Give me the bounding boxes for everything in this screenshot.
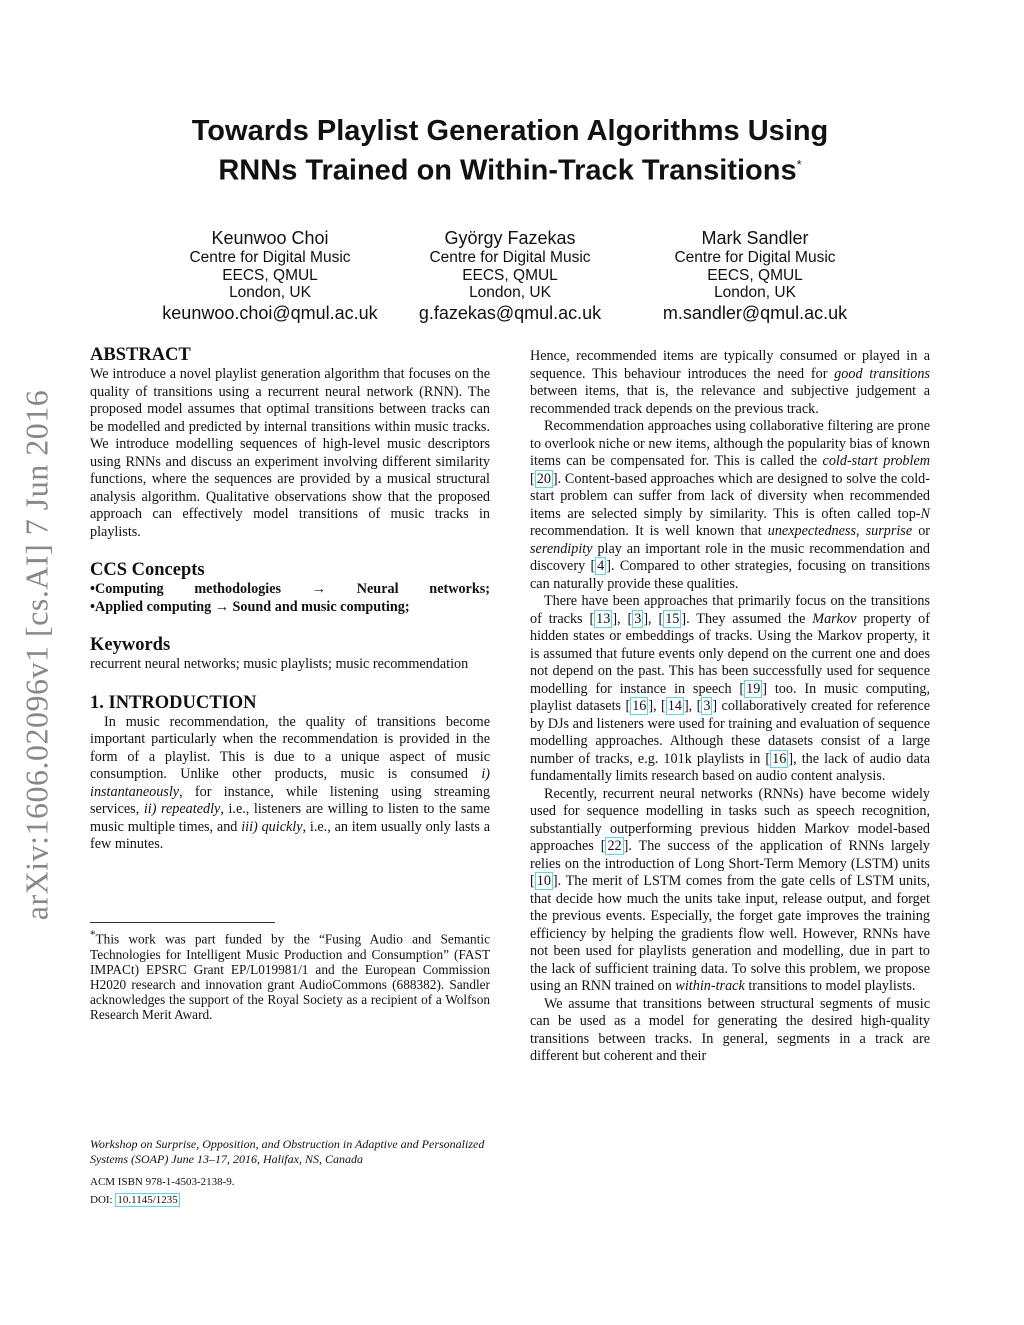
paragraph-3: There have been approaches that primarily focus on the transitions of tracks [ 13 ], [ 3 ], [ 15 ]. They assumed the Markov property of hidden states or embeddings of tracks. Using the Markov property, it is assumed that future events only depend on the current one and does not depend on the past. This has been successfully used for sequence modelling for instance in speech [ 19 ] too. In music computing, playlist datasets [ 16 ], [ 14 ], [ 3 ] collaboratively created for reference by DJs and listeners were used for training and evaluation of sequence modelling approaches. Although these datasets consist of a large number of tracks, e.g. 101k playlists in [ 16 ], the lack of audio data fundamentally limits research based on audio content analysis. xyxy=(530,593,930,784)
author-location: London, UK xyxy=(469,284,551,301)
arxiv-stamp: arXiv:1606.02096v1 [cs.AI] 7 Jun 2016 xyxy=(18,389,55,921)
author-location: London, UK xyxy=(714,284,796,301)
doi-link[interactable]: 10.1145/1235 xyxy=(117,1194,178,1206)
keywords-text: recurrent neural networks; music playlists; music recommendation xyxy=(90,656,469,672)
title-footnote-mark: * xyxy=(796,157,802,172)
paragraph-1: Hence, recommended items are typically consumed or played in a sequence. This behaviour introduces the need for good transitions between items, that is, the relevance and subjective judgement a recommended track depends on the previous track. xyxy=(530,348,930,417)
author-affiliation: Centre for Digital Music xyxy=(189,249,351,266)
doi: DOI: 10.1145/1235 xyxy=(90,1194,178,1206)
ccs-heading: CCS Concepts xyxy=(90,560,205,580)
paper-title xyxy=(110,115,910,188)
author-department: EECS, QMUL xyxy=(222,266,318,284)
author-block-choi xyxy=(140,227,400,324)
author-name: György Fazekas xyxy=(444,228,576,248)
citation-16b[interactable]: 16 xyxy=(772,750,787,767)
author-email[interactable]: g.fazekas@qmul.ac.uk xyxy=(418,302,602,323)
citation-16[interactable]: 16 xyxy=(632,698,647,714)
author-affiliation: Centre for Digital Music xyxy=(674,249,836,266)
citation-4[interactable]: 4 xyxy=(597,558,605,574)
author-location: London, UK xyxy=(229,284,311,301)
paragraph-4: Recently, recurrent neural networks (RNNs) have become widely used for sequence modelling in tasks such as speech recognition, substantially outperforming previous hidden Markov model-based approaches [ 22 ]. The success of the application of RNNs largely relies on the introduction of Long Short-Term Memory (LSTM) units [ 10 ]. The merit of LSTM comes from the gate cells of LSTM units, that decide how much the units take input, release output, and forget the previous events. Especially, the forget gate improves the training efficiency by helping the gradients flow well. However, RNNs have not been used for playlists generation and modelling, due in part to the lack of sufficient training data. To solve this problem, we propose using an RNN trained on within-track transitions to model playlists. xyxy=(530,785,930,994)
author-email[interactable]: keunwoo.choi@qmul.ac.uk xyxy=(162,302,378,323)
author-email[interactable]: m.sandler@qmul.ac.uk xyxy=(662,302,848,323)
citation-22[interactable]: 22 xyxy=(607,838,622,854)
workshop-notice: Workshop on Surprise, Opposition, and Obstruction in Adaptive and Personalized Systems (SOAP) June 13–17, 2016, Halifax, NS, Canada xyxy=(90,1137,485,1166)
author-block-fazekas xyxy=(390,227,630,324)
author-name: Keunwoo Choi xyxy=(211,228,329,248)
abstract-text: We introduce a novel playlist generation algorithm that focuses on the quality of transitions using a recurrent neural network (RNN). The proposed model assumes that optimal transitions between tracks can be modelled and predicted by internal transitions within music tracks. We introduce modelling sequences of high-level music descriptors using RNNs and discuss an experiment involving different similarity functions, where the sequences are provided by a musical structural analysis algorithm. Qualitative observations show that the proposed approach can effectively model transitions of music tracks in playlists. xyxy=(90,366,490,540)
right-column xyxy=(530,348,930,1066)
citation-3b[interactable]: 3 xyxy=(703,698,711,714)
author-department: EECS, QMUL xyxy=(462,266,558,284)
citation-10[interactable]: 10 xyxy=(536,873,551,889)
footnote: *This work was part funded by the “Fusing Audio and Semantic Technologies for Intelligent Music Production and Consumption” (FAST IMPACt) EPSRC Grant EP/L019981/1 and the European Commission H2020 research and innovation grant AudioCommons (688382). Sandler acknowledges the support of the Royal Society as a recipient of a Wolfson Research Merit Award. xyxy=(90,929,490,1023)
keywords-heading: Keywords xyxy=(90,635,171,655)
author-name: Mark Sandler xyxy=(701,228,809,248)
introduction-paragraph: In music recommendation, the quality of transitions become important particularly when the recommendation is provided in the form of a playlist. This is due to a unique aspect of music consumption. Unlike other products, music is consumed i) instantaneously, for instance, while listening using streaming services, ii) repeatedly, i.e., listeners are willing to listen to the same music multiple times, and iii) quickly, i.e., an item usually only lasts a few minutes. xyxy=(90,713,490,852)
title-line-1: Towards Playlist Generation Algorithms Using xyxy=(191,115,829,147)
introduction-heading: 1. INTRODUCTION xyxy=(90,692,257,713)
footnote-mark: * xyxy=(90,929,96,941)
author-department: EECS, QMUL xyxy=(707,266,803,284)
citation-20[interactable]: 20 xyxy=(536,470,551,487)
author-affiliation: Centre for Digital Music xyxy=(429,249,591,266)
citation-19[interactable]: 19 xyxy=(746,680,761,697)
paragraph-5: We assume that transitions between structural segments of music can be used as a model for generating the desired high-quality transitions between tracks. In general, segments in a track are different but coherent and their xyxy=(530,995,930,1064)
paragraph-2: Recommendation approaches using collaborative filtering are prone to overlook niche or new items, although the popularity bias of known items can be compensated for. This is called the cold-start problem [ 20 ]. Content-based approaches which are designed to solve the cold-start problem can suffer from lack of diversity when recommended items are selected simply by similarity. This is often called top-N recommendation. It is well known that unexpectedness, surprise or serendipity play an important role in the music recommendation and discovery [ 4 ]. Compared to other strategies, focusing on transitions can naturally provide these qualities. xyxy=(530,418,931,592)
ccs-line-1: •Computing methodologies → Neural networks; xyxy=(90,581,490,597)
isbn: ACM ISBN 978-1-4503-2138-9. xyxy=(90,1176,235,1188)
title-line-2: RNNs Trained on Within-Track Transitions* xyxy=(218,154,802,187)
ccs-line-2: •Applied computing → Sound and music computing; xyxy=(90,598,410,615)
author-block-sandler xyxy=(635,227,875,324)
citation-14[interactable]: 14 xyxy=(667,698,682,714)
citation-3[interactable]: 3 xyxy=(634,610,642,627)
citation-13[interactable]: 13 xyxy=(596,610,611,627)
left-column xyxy=(90,344,490,854)
citation-15[interactable]: 15 xyxy=(665,610,680,627)
footnote-rule xyxy=(90,922,275,923)
abstract-heading: ABSTRACT xyxy=(90,345,191,365)
